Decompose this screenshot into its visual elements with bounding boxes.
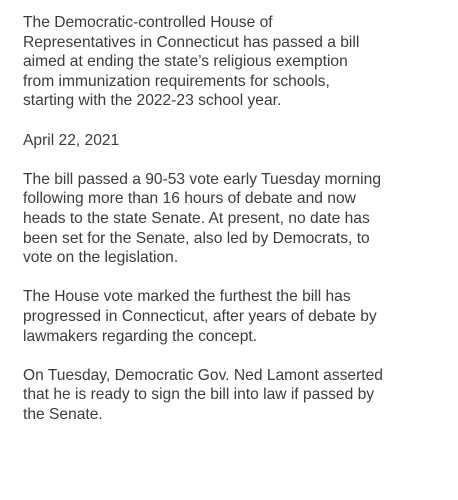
text-line: vote on the legislation. xyxy=(23,249,179,267)
text-line: starting with the 2022-23 school year. xyxy=(23,92,282,110)
text-line: On Tuesday, Democratic Gov. Ned Lamont asserted xyxy=(23,366,383,384)
text-line: the Senate. xyxy=(23,405,103,423)
paragraph-vote xyxy=(23,170,453,268)
text-line: from immunization requirements for schools, xyxy=(23,72,330,90)
paragraph-progress xyxy=(23,287,453,346)
paragraph-intro xyxy=(23,13,453,111)
text-line: heads to the state Senate. At present, no date has xyxy=(23,209,370,227)
article-body xyxy=(23,13,453,444)
article-date: April 22, 2021 xyxy=(23,131,120,149)
text-line: The House vote marked the furthest the bill has xyxy=(23,288,351,306)
text-line: been set for the Senate, also led by Democrats, to xyxy=(23,229,370,247)
text-line: Representatives in Connecticut has passed a bill xyxy=(23,33,360,51)
text-line: progressed in Connecticut, after years of debate by xyxy=(23,307,377,325)
text-line: The bill passed a 90-53 vote early Tuesday morning xyxy=(23,170,381,188)
text-line: that he is ready to sign the bill into law if passed by xyxy=(23,386,375,404)
text-line: lawmakers regarding the concept. xyxy=(23,327,258,345)
text-line: The Democratic-controlled House of xyxy=(23,14,273,31)
paragraph-date xyxy=(23,131,453,151)
text-line: following more than 16 hours of debate and now xyxy=(23,190,356,208)
text-line: aimed at ending the state’s religious exemption xyxy=(23,53,348,71)
paragraph-governor xyxy=(23,366,453,425)
